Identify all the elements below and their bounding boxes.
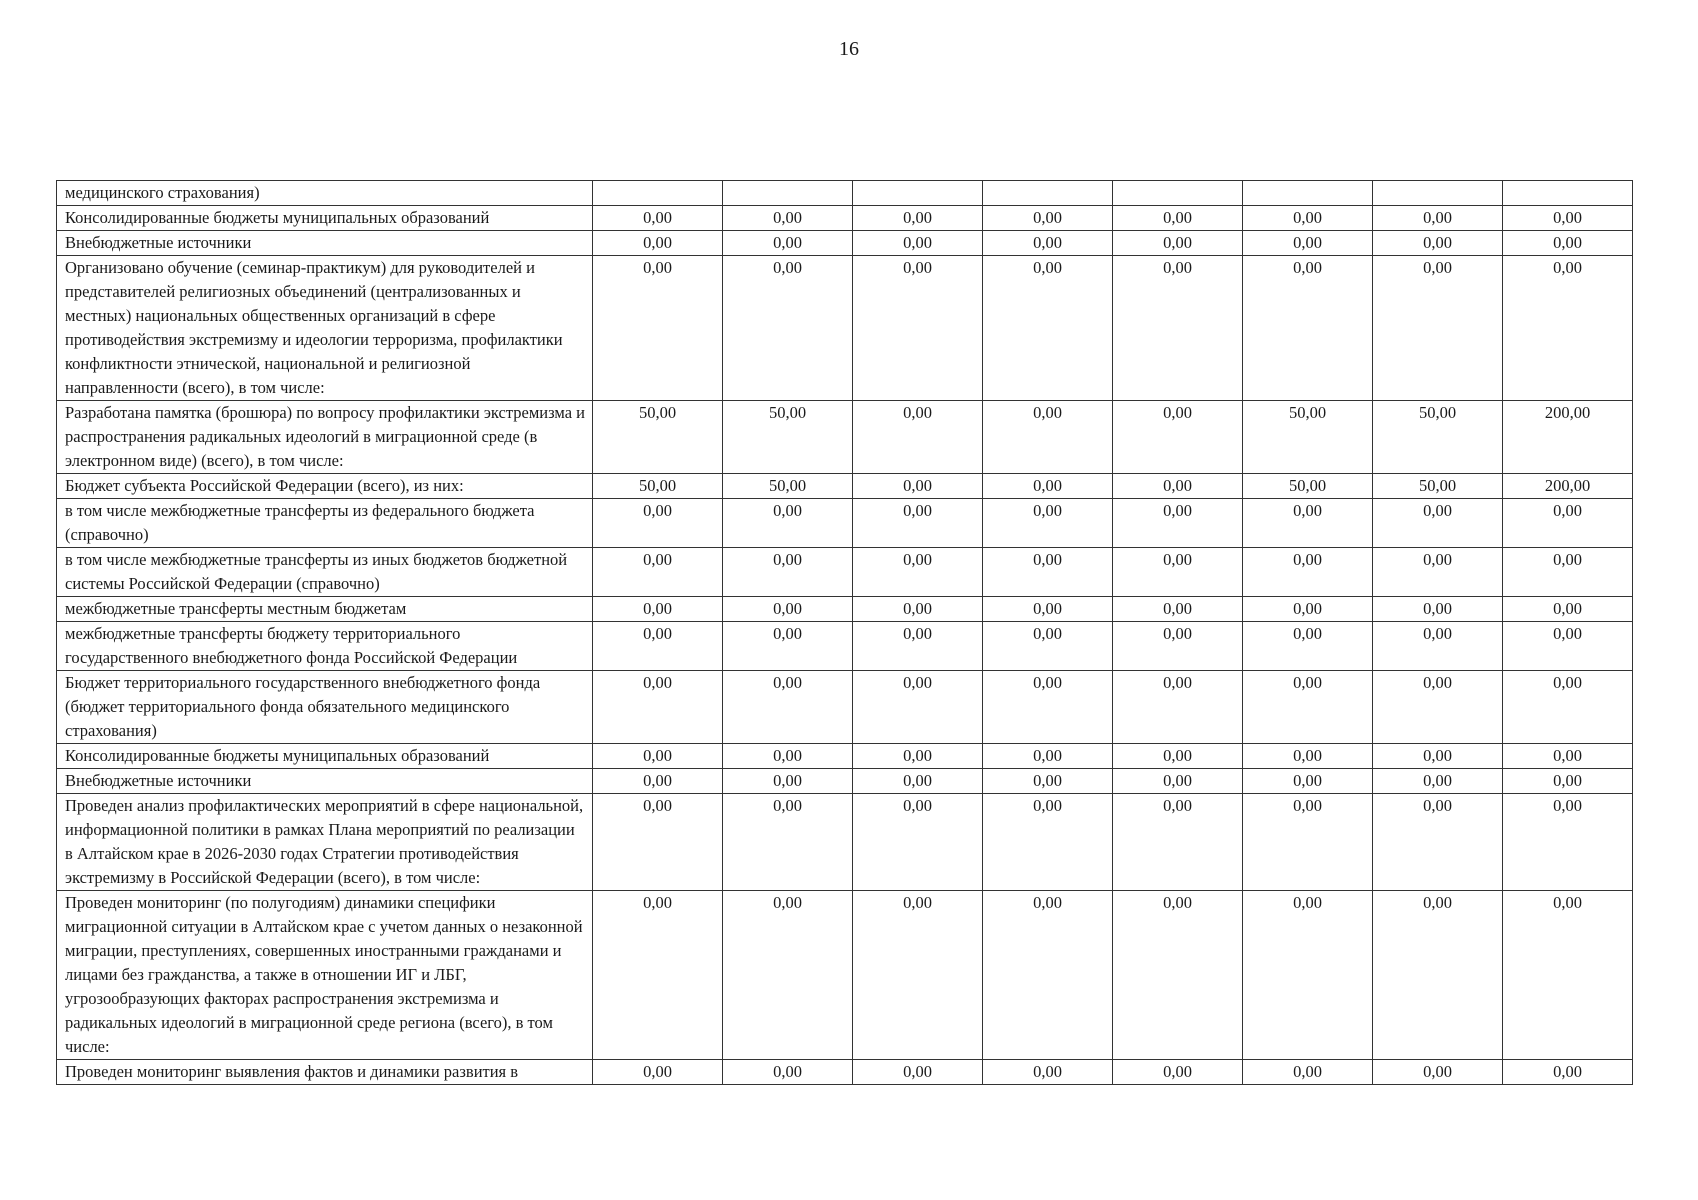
value-cell: 50,00 — [1243, 401, 1373, 474]
value-cell: 0,00 — [1503, 622, 1633, 671]
table-row — [57, 206, 1633, 231]
value-cell: 0,00 — [983, 499, 1113, 548]
value-cell: 0,00 — [723, 891, 853, 1060]
value-cell: 0,00 — [983, 206, 1113, 231]
value-cell: 0,00 — [593, 769, 723, 794]
value-cell: 0,00 — [1243, 891, 1373, 1060]
table-row — [57, 769, 1633, 794]
table-row — [57, 891, 1633, 1060]
value-cell: 0,00 — [1373, 744, 1503, 769]
value-cell: 0,00 — [593, 206, 723, 231]
value-cell: 50,00 — [723, 401, 853, 474]
value-cell: 0,00 — [1113, 671, 1243, 744]
value-cell: 0,00 — [853, 548, 983, 597]
value-cell — [1373, 181, 1503, 206]
value-cell: 0,00 — [1243, 206, 1373, 231]
table-row — [57, 671, 1633, 744]
value-cell: 0,00 — [853, 256, 983, 401]
value-cell: 0,00 — [1113, 891, 1243, 1060]
value-cell: 0,00 — [1113, 622, 1243, 671]
row-label: Внебюджетные источники — [57, 231, 593, 256]
value-cell: 0,00 — [853, 769, 983, 794]
value-cell: 0,00 — [1243, 1060, 1373, 1085]
value-cell: 0,00 — [1373, 891, 1503, 1060]
budget-table-body — [57, 181, 1633, 1085]
value-cell: 50,00 — [593, 474, 723, 499]
value-cell: 0,00 — [1503, 769, 1633, 794]
page-number: 16 — [839, 38, 859, 60]
value-cell: 0,00 — [593, 231, 723, 256]
value-cell — [983, 181, 1113, 206]
value-cell: 0,00 — [983, 256, 1113, 401]
value-cell: 50,00 — [1373, 401, 1503, 474]
value-cell: 0,00 — [1113, 794, 1243, 891]
value-cell: 0,00 — [593, 548, 723, 597]
value-cell: 0,00 — [983, 891, 1113, 1060]
value-cell: 0,00 — [723, 622, 853, 671]
value-cell — [853, 181, 983, 206]
value-cell: 200,00 — [1503, 401, 1633, 474]
value-cell: 0,00 — [723, 548, 853, 597]
row-label: Консолидированные бюджеты муниципальных образований — [57, 744, 593, 769]
table-row — [57, 1060, 1633, 1085]
value-cell: 0,00 — [983, 474, 1113, 499]
row-label: Организовано обучение (семинар-практикум) для руководителей и представителей религиозных объединений (централизованных и местных) национальных общественных организаций в сфере противодействия экстремизму и идеологии терроризма, профилактики конфликтности этнической, национальной и религиозной направленности (всего), в том числе: — [57, 256, 593, 401]
value-cell: 0,00 — [1113, 769, 1243, 794]
table-row — [57, 597, 1633, 622]
value-cell: 0,00 — [983, 548, 1113, 597]
value-cell: 0,00 — [1243, 499, 1373, 548]
row-label: Разработана памятка (брошюра) по вопросу профилактики экстремизма и распространения радикальных идеологий в миграционной среде (в электронном виде) (всего), в том числе: — [57, 401, 593, 474]
value-cell: 0,00 — [1243, 231, 1373, 256]
value-cell: 0,00 — [1113, 548, 1243, 597]
table-row — [57, 499, 1633, 548]
value-cell: 0,00 — [593, 622, 723, 671]
table-row — [57, 744, 1633, 769]
value-cell: 0,00 — [1503, 548, 1633, 597]
row-label: Внебюджетные источники — [57, 769, 593, 794]
value-cell: 0,00 — [723, 597, 853, 622]
value-cell: 0,00 — [1113, 206, 1243, 231]
value-cell: 0,00 — [1503, 256, 1633, 401]
value-cell: 0,00 — [1113, 474, 1243, 499]
value-cell: 0,00 — [983, 794, 1113, 891]
value-cell: 0,00 — [1113, 597, 1243, 622]
value-cell: 0,00 — [853, 401, 983, 474]
value-cell: 0,00 — [1243, 769, 1373, 794]
value-cell: 0,00 — [1373, 206, 1503, 231]
value-cell: 0,00 — [1373, 256, 1503, 401]
value-cell: 0,00 — [1373, 769, 1503, 794]
value-cell: 0,00 — [1243, 744, 1373, 769]
row-label: в том числе межбюджетные трансферты из иных бюджетов бюджетной системы Российской Федерации (справочно) — [57, 548, 593, 597]
row-label: медицинского страхования) — [57, 181, 593, 206]
value-cell: 0,00 — [1243, 548, 1373, 597]
value-cell — [1243, 181, 1373, 206]
value-cell: 0,00 — [1503, 794, 1633, 891]
value-cell: 0,00 — [723, 231, 853, 256]
table-row — [57, 474, 1633, 499]
value-cell: 0,00 — [1503, 1060, 1633, 1085]
value-cell: 0,00 — [593, 597, 723, 622]
value-cell: 0,00 — [1113, 744, 1243, 769]
value-cell: 0,00 — [1243, 622, 1373, 671]
value-cell: 0,00 — [1113, 1060, 1243, 1085]
value-cell: 50,00 — [723, 474, 853, 499]
value-cell: 0,00 — [983, 671, 1113, 744]
value-cell: 0,00 — [1373, 622, 1503, 671]
value-cell: 0,00 — [983, 597, 1113, 622]
value-cell — [1503, 181, 1633, 206]
row-label: Проведен анализ профилактических мероприятий в сфере национальной, информационной политики в рамках Плана мероприятий по реализации в Алтайском крае в 2026-2030 годах Стратегии противодействия экстремизму в Российской Федерации (всего), в том числе: — [57, 794, 593, 891]
value-cell: 0,00 — [723, 794, 853, 891]
value-cell: 0,00 — [983, 622, 1113, 671]
value-cell: 0,00 — [723, 769, 853, 794]
table-row — [57, 401, 1633, 474]
value-cell: 0,00 — [853, 622, 983, 671]
row-label: межбюджетные трансферты местным бюджетам — [57, 597, 593, 622]
value-cell: 0,00 — [1113, 231, 1243, 256]
row-label: Бюджет субъекта Российской Федерации (всего), из них: — [57, 474, 593, 499]
value-cell: 0,00 — [983, 769, 1113, 794]
row-label: в том числе межбюджетные трансферты из федерального бюджета (справочно) — [57, 499, 593, 548]
value-cell: 0,00 — [723, 206, 853, 231]
value-cell: 0,00 — [853, 1060, 983, 1085]
value-cell: 0,00 — [853, 474, 983, 499]
value-cell: 0,00 — [593, 891, 723, 1060]
value-cell: 0,00 — [1113, 256, 1243, 401]
value-cell: 0,00 — [723, 256, 853, 401]
row-label: Проведен мониторинг выявления фактов и динамики развития в — [57, 1060, 593, 1085]
value-cell: 0,00 — [853, 597, 983, 622]
table-row — [57, 256, 1633, 401]
table-row — [57, 622, 1633, 671]
value-cell: 0,00 — [723, 744, 853, 769]
value-cell: 0,00 — [1243, 671, 1373, 744]
value-cell: 0,00 — [983, 1060, 1113, 1085]
row-label: Консолидированные бюджеты муниципальных образований — [57, 206, 593, 231]
value-cell: 50,00 — [1243, 474, 1373, 499]
value-cell: 0,00 — [983, 744, 1113, 769]
value-cell: 0,00 — [1373, 1060, 1503, 1085]
value-cell: 0,00 — [1113, 401, 1243, 474]
value-cell: 0,00 — [1113, 499, 1243, 548]
row-label: Бюджет территориального государственного внебюджетного фонда (бюджет территориального фонда обязательного медицинского страхования) — [57, 671, 593, 744]
table-row — [57, 231, 1633, 256]
value-cell: 50,00 — [593, 401, 723, 474]
value-cell — [723, 181, 853, 206]
value-cell: 0,00 — [853, 231, 983, 256]
value-cell: 200,00 — [1503, 474, 1633, 499]
value-cell: 0,00 — [723, 671, 853, 744]
row-label: межбюджетные трансферты бюджету территориального государственного внебюджетного фонда Российской Федерации — [57, 622, 593, 671]
table-row — [57, 548, 1633, 597]
value-cell: 0,00 — [723, 1060, 853, 1085]
table-row — [57, 181, 1633, 206]
value-cell: 0,00 — [593, 744, 723, 769]
value-cell: 0,00 — [723, 499, 853, 548]
value-cell: 0,00 — [593, 671, 723, 744]
value-cell: 0,00 — [853, 891, 983, 1060]
value-cell: 0,00 — [1243, 256, 1373, 401]
value-cell: 0,00 — [1373, 231, 1503, 256]
value-cell: 0,00 — [593, 256, 723, 401]
value-cell: 0,00 — [983, 401, 1113, 474]
value-cell: 0,00 — [1503, 744, 1633, 769]
value-cell: 0,00 — [1503, 891, 1633, 1060]
value-cell: 0,00 — [1373, 794, 1503, 891]
value-cell: 0,00 — [593, 499, 723, 548]
value-cell: 0,00 — [1243, 597, 1373, 622]
value-cell: 0,00 — [1373, 548, 1503, 597]
value-cell: 0,00 — [853, 671, 983, 744]
value-cell: 0,00 — [1373, 499, 1503, 548]
value-cell: 0,00 — [853, 794, 983, 891]
value-cell: 0,00 — [1373, 671, 1503, 744]
value-cell: 0,00 — [1503, 671, 1633, 744]
value-cell: 0,00 — [983, 231, 1113, 256]
value-cell: 0,00 — [1503, 597, 1633, 622]
value-cell: 0,00 — [853, 744, 983, 769]
value-cell: 0,00 — [593, 1060, 723, 1085]
value-cell: 0,00 — [1373, 597, 1503, 622]
value-cell — [593, 181, 723, 206]
value-cell: 0,00 — [1503, 231, 1633, 256]
value-cell: 0,00 — [1503, 499, 1633, 548]
value-cell: 0,00 — [853, 499, 983, 548]
budget-table — [56, 180, 1633, 1085]
value-cell: 50,00 — [1373, 474, 1503, 499]
value-cell: 0,00 — [1243, 794, 1373, 891]
value-cell: 0,00 — [593, 794, 723, 891]
value-cell: 0,00 — [853, 206, 983, 231]
value-cell: 0,00 — [1503, 206, 1633, 231]
table-row — [57, 794, 1633, 891]
value-cell — [1113, 181, 1243, 206]
row-label: Проведен мониторинг (по полугодиям) динамики специфики миграционной ситуации в Алтайском крае с учетом данных о незаконной миграции, преступлениях, совершенных иностранными гражданами и лицами без гражданства, а также в отношении ИГ и ЛБГ, угрозообразующих факторах распространения экстремизма и радикальных идеологий в миграционной среде региона (всего), в том числе: — [57, 891, 593, 1060]
